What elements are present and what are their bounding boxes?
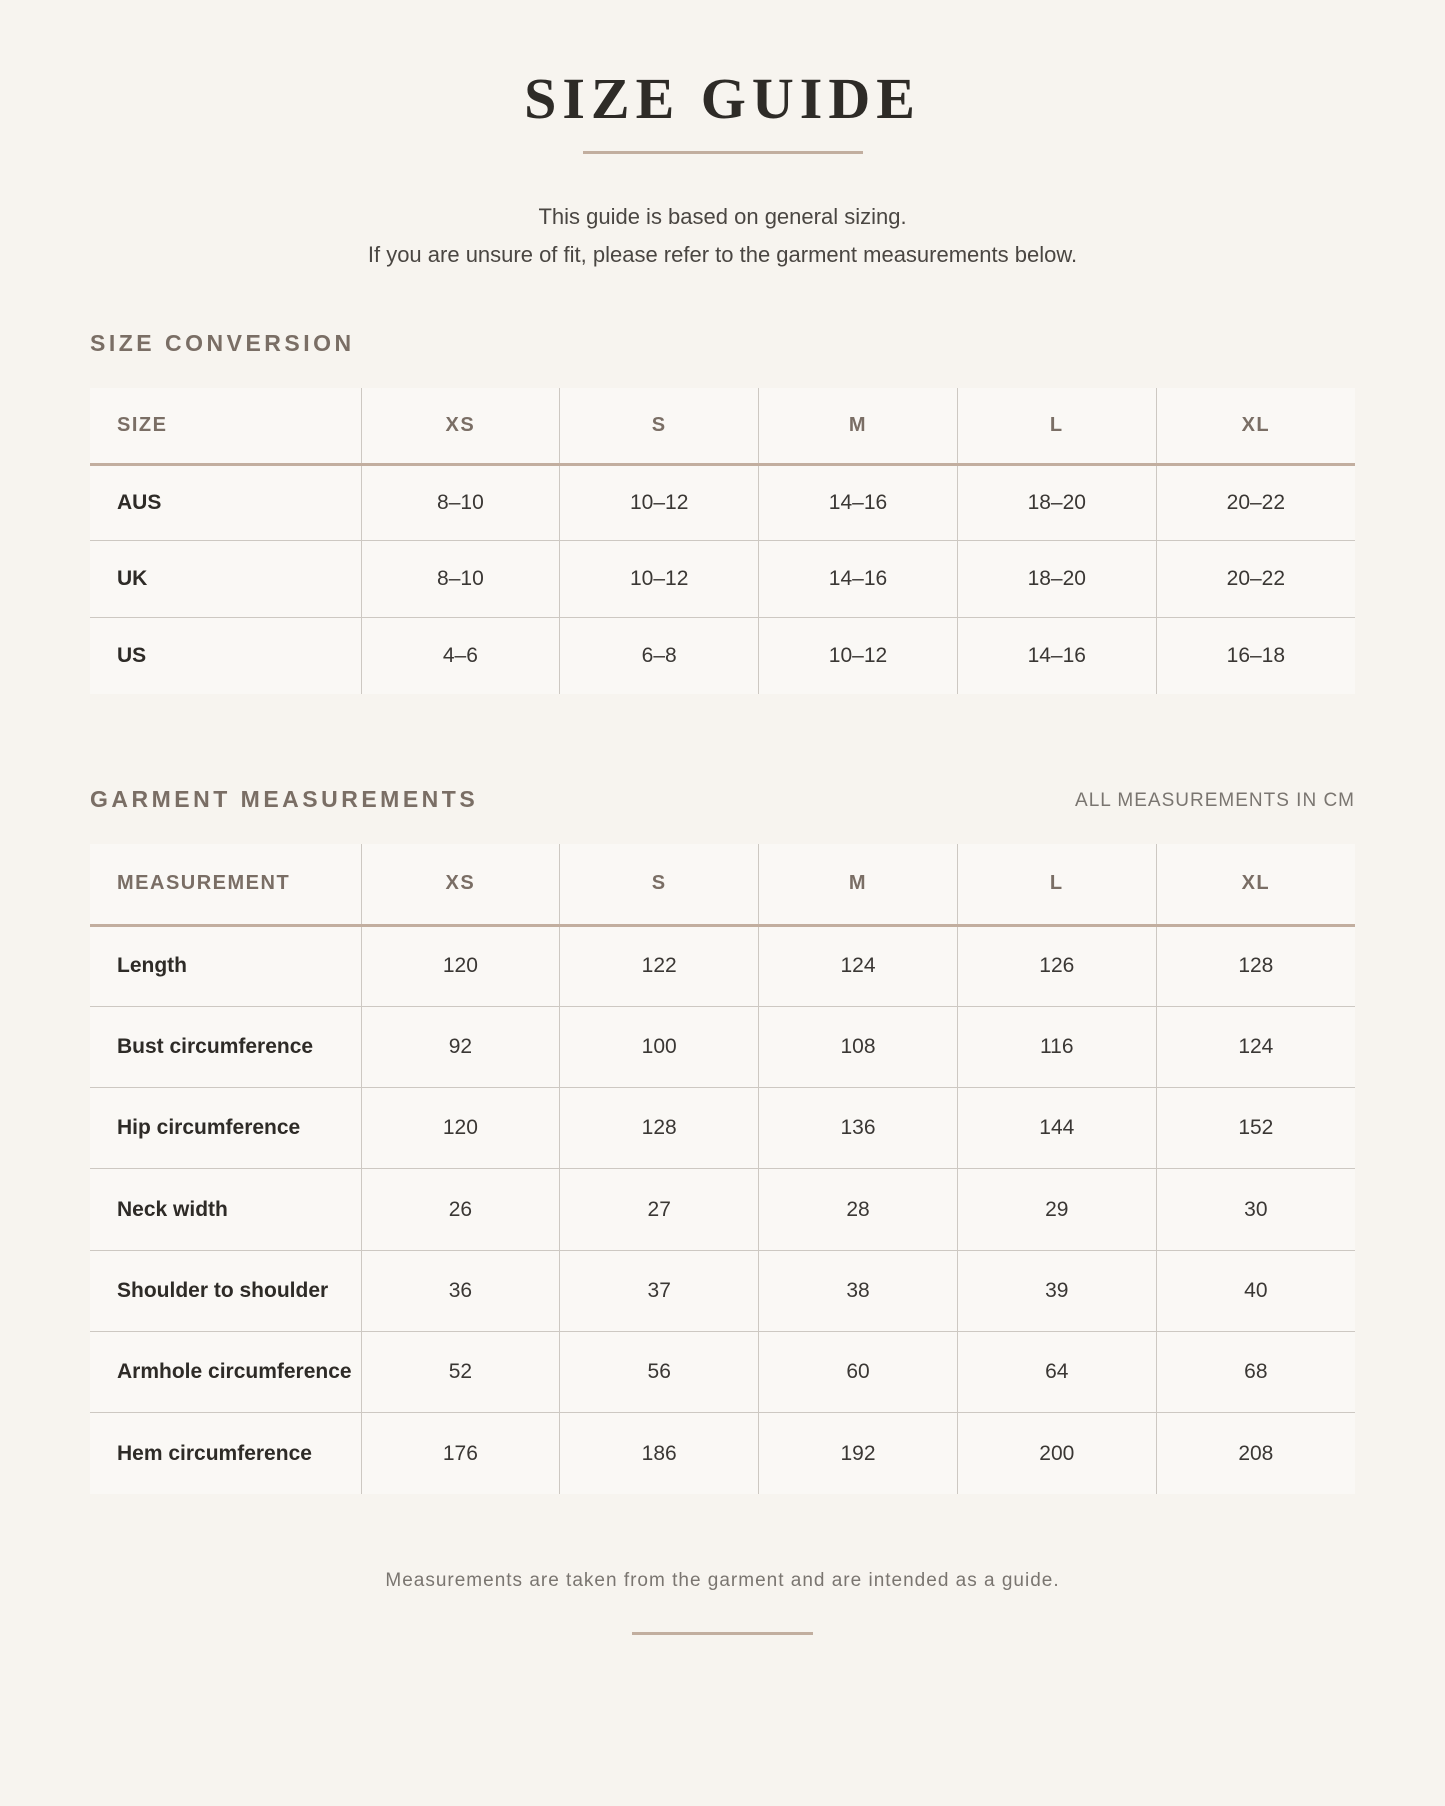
units-note: ALL MEASUREMENTS IN CM (1075, 790, 1355, 811)
table-cell: 10–12 (560, 464, 759, 541)
table-cell: 144 (957, 1088, 1156, 1169)
table-header-row (90, 388, 1355, 464)
table-cell: 28 (759, 1169, 958, 1250)
footer-divider (632, 1632, 813, 1635)
table-cell: 64 (957, 1331, 1156, 1412)
column-header: XL (1156, 388, 1355, 464)
intro-line-1: This guide is based on general sizing. (538, 204, 907, 229)
row-label: Armhole circumference (90, 1331, 361, 1412)
table-row (90, 1250, 1355, 1331)
table-cell: 152 (1156, 1088, 1355, 1169)
table-cell: 37 (560, 1250, 759, 1331)
table-cell: 20–22 (1156, 541, 1355, 618)
table-cell: 120 (361, 925, 560, 1006)
table-cell: 208 (1156, 1413, 1355, 1494)
table-cell: 68 (1156, 1331, 1355, 1412)
table-cell: 52 (361, 1331, 560, 1412)
table-cell: 126 (957, 925, 1156, 1006)
row-label: AUS (117, 490, 162, 514)
table-cell: 6–8 (560, 617, 759, 694)
row-label: US (90, 617, 361, 694)
column-header: XS (361, 844, 560, 925)
table-row (90, 1006, 1355, 1087)
column-header: XL (1156, 844, 1355, 925)
table-cell: 10–12 (560, 541, 759, 618)
intro-line-2: If you are unsure of fit, please refer to the garment measurements below. (367, 242, 1078, 267)
table-cell: 92 (361, 1006, 560, 1087)
table-row (90, 1169, 1355, 1250)
table-cell: 122 (560, 925, 759, 1006)
table-cell: 14–16 (759, 464, 958, 541)
table-cell: 176 (361, 1413, 560, 1494)
table-cell: 10–12 (759, 617, 958, 694)
table-cell: 8–10 (361, 464, 560, 541)
table-cell: 124 (1156, 1006, 1355, 1087)
table-cell: 186 (560, 1413, 759, 1494)
table-cell: 124 (759, 925, 958, 1006)
table-row (90, 1413, 1355, 1494)
table-header-row (90, 844, 1355, 925)
page-title: SIZE GUIDE (524, 66, 921, 131)
intro-text (90, 198, 1355, 274)
table-row (90, 925, 1355, 1006)
row-label: Neck width (90, 1169, 361, 1250)
table-cell: 36 (361, 1250, 560, 1331)
table-cell: 116 (957, 1006, 1156, 1087)
table-cell: 39 (957, 1250, 1156, 1331)
table-cell: 4–6 (361, 617, 560, 694)
size-conversion-title: SIZE CONVERSION (90, 330, 355, 356)
table-cell: 100 (560, 1006, 759, 1087)
table-cell: 26 (361, 1169, 560, 1250)
table-cell: 120 (361, 1088, 560, 1169)
table-cell: 40 (1156, 1250, 1355, 1331)
table-cell: 18–20 (957, 541, 1156, 618)
row-label: Hem circumference (90, 1413, 361, 1494)
table-row (90, 541, 1355, 618)
row-label: Shoulder to shoulder (90, 1250, 361, 1331)
table-row (90, 617, 1355, 694)
table-row (90, 1331, 1355, 1412)
table-cell: 56 (560, 1331, 759, 1412)
table-cell: 8–10 (361, 541, 560, 618)
table-cell: 192 (759, 1413, 958, 1494)
table-cell: 20–22 (1156, 464, 1355, 541)
table-cell: 200 (957, 1413, 1156, 1494)
table-cell: 136 (759, 1088, 958, 1169)
column-header: MEASUREMENT (90, 844, 361, 925)
title-divider (583, 151, 863, 154)
row-label: Hip circumference (90, 1088, 361, 1169)
size-conversion-table (90, 388, 1355, 694)
row-label: UK (90, 541, 361, 618)
column-header: M (759, 844, 958, 925)
column-header: S (560, 388, 759, 464)
column-header: M (759, 388, 958, 464)
row-label: Bust circumference (90, 1006, 361, 1087)
table-cell: 30 (1156, 1169, 1355, 1250)
row-label: Length (117, 954, 187, 978)
column-header: XS (361, 388, 560, 464)
table-cell: 128 (560, 1088, 759, 1169)
table-cell: 38 (759, 1250, 958, 1331)
footer-note: Measurements are taken from the garment and are intended as a guide. (385, 1570, 1060, 1591)
table-cell: 60 (759, 1331, 958, 1412)
table-cell: 14–16 (759, 541, 958, 618)
table-row (90, 464, 1355, 541)
table-cell: 18–20 (957, 464, 1156, 541)
table-cell: 128 (1156, 925, 1355, 1006)
garment-measurements-table (90, 844, 1355, 1494)
table-row (90, 1088, 1355, 1169)
table-cell: 29 (957, 1169, 1156, 1250)
column-header: SIZE (90, 388, 361, 464)
table-cell: 16–18 (1156, 617, 1355, 694)
table-cell: 27 (560, 1169, 759, 1250)
column-header: L (957, 844, 1156, 925)
table-cell: 108 (759, 1006, 958, 1087)
column-header: S (560, 844, 759, 925)
column-header: L (957, 388, 1156, 464)
table-cell: 14–16 (957, 617, 1156, 694)
garment-measurements-title: GARMENT MEASUREMENTS (90, 786, 479, 812)
